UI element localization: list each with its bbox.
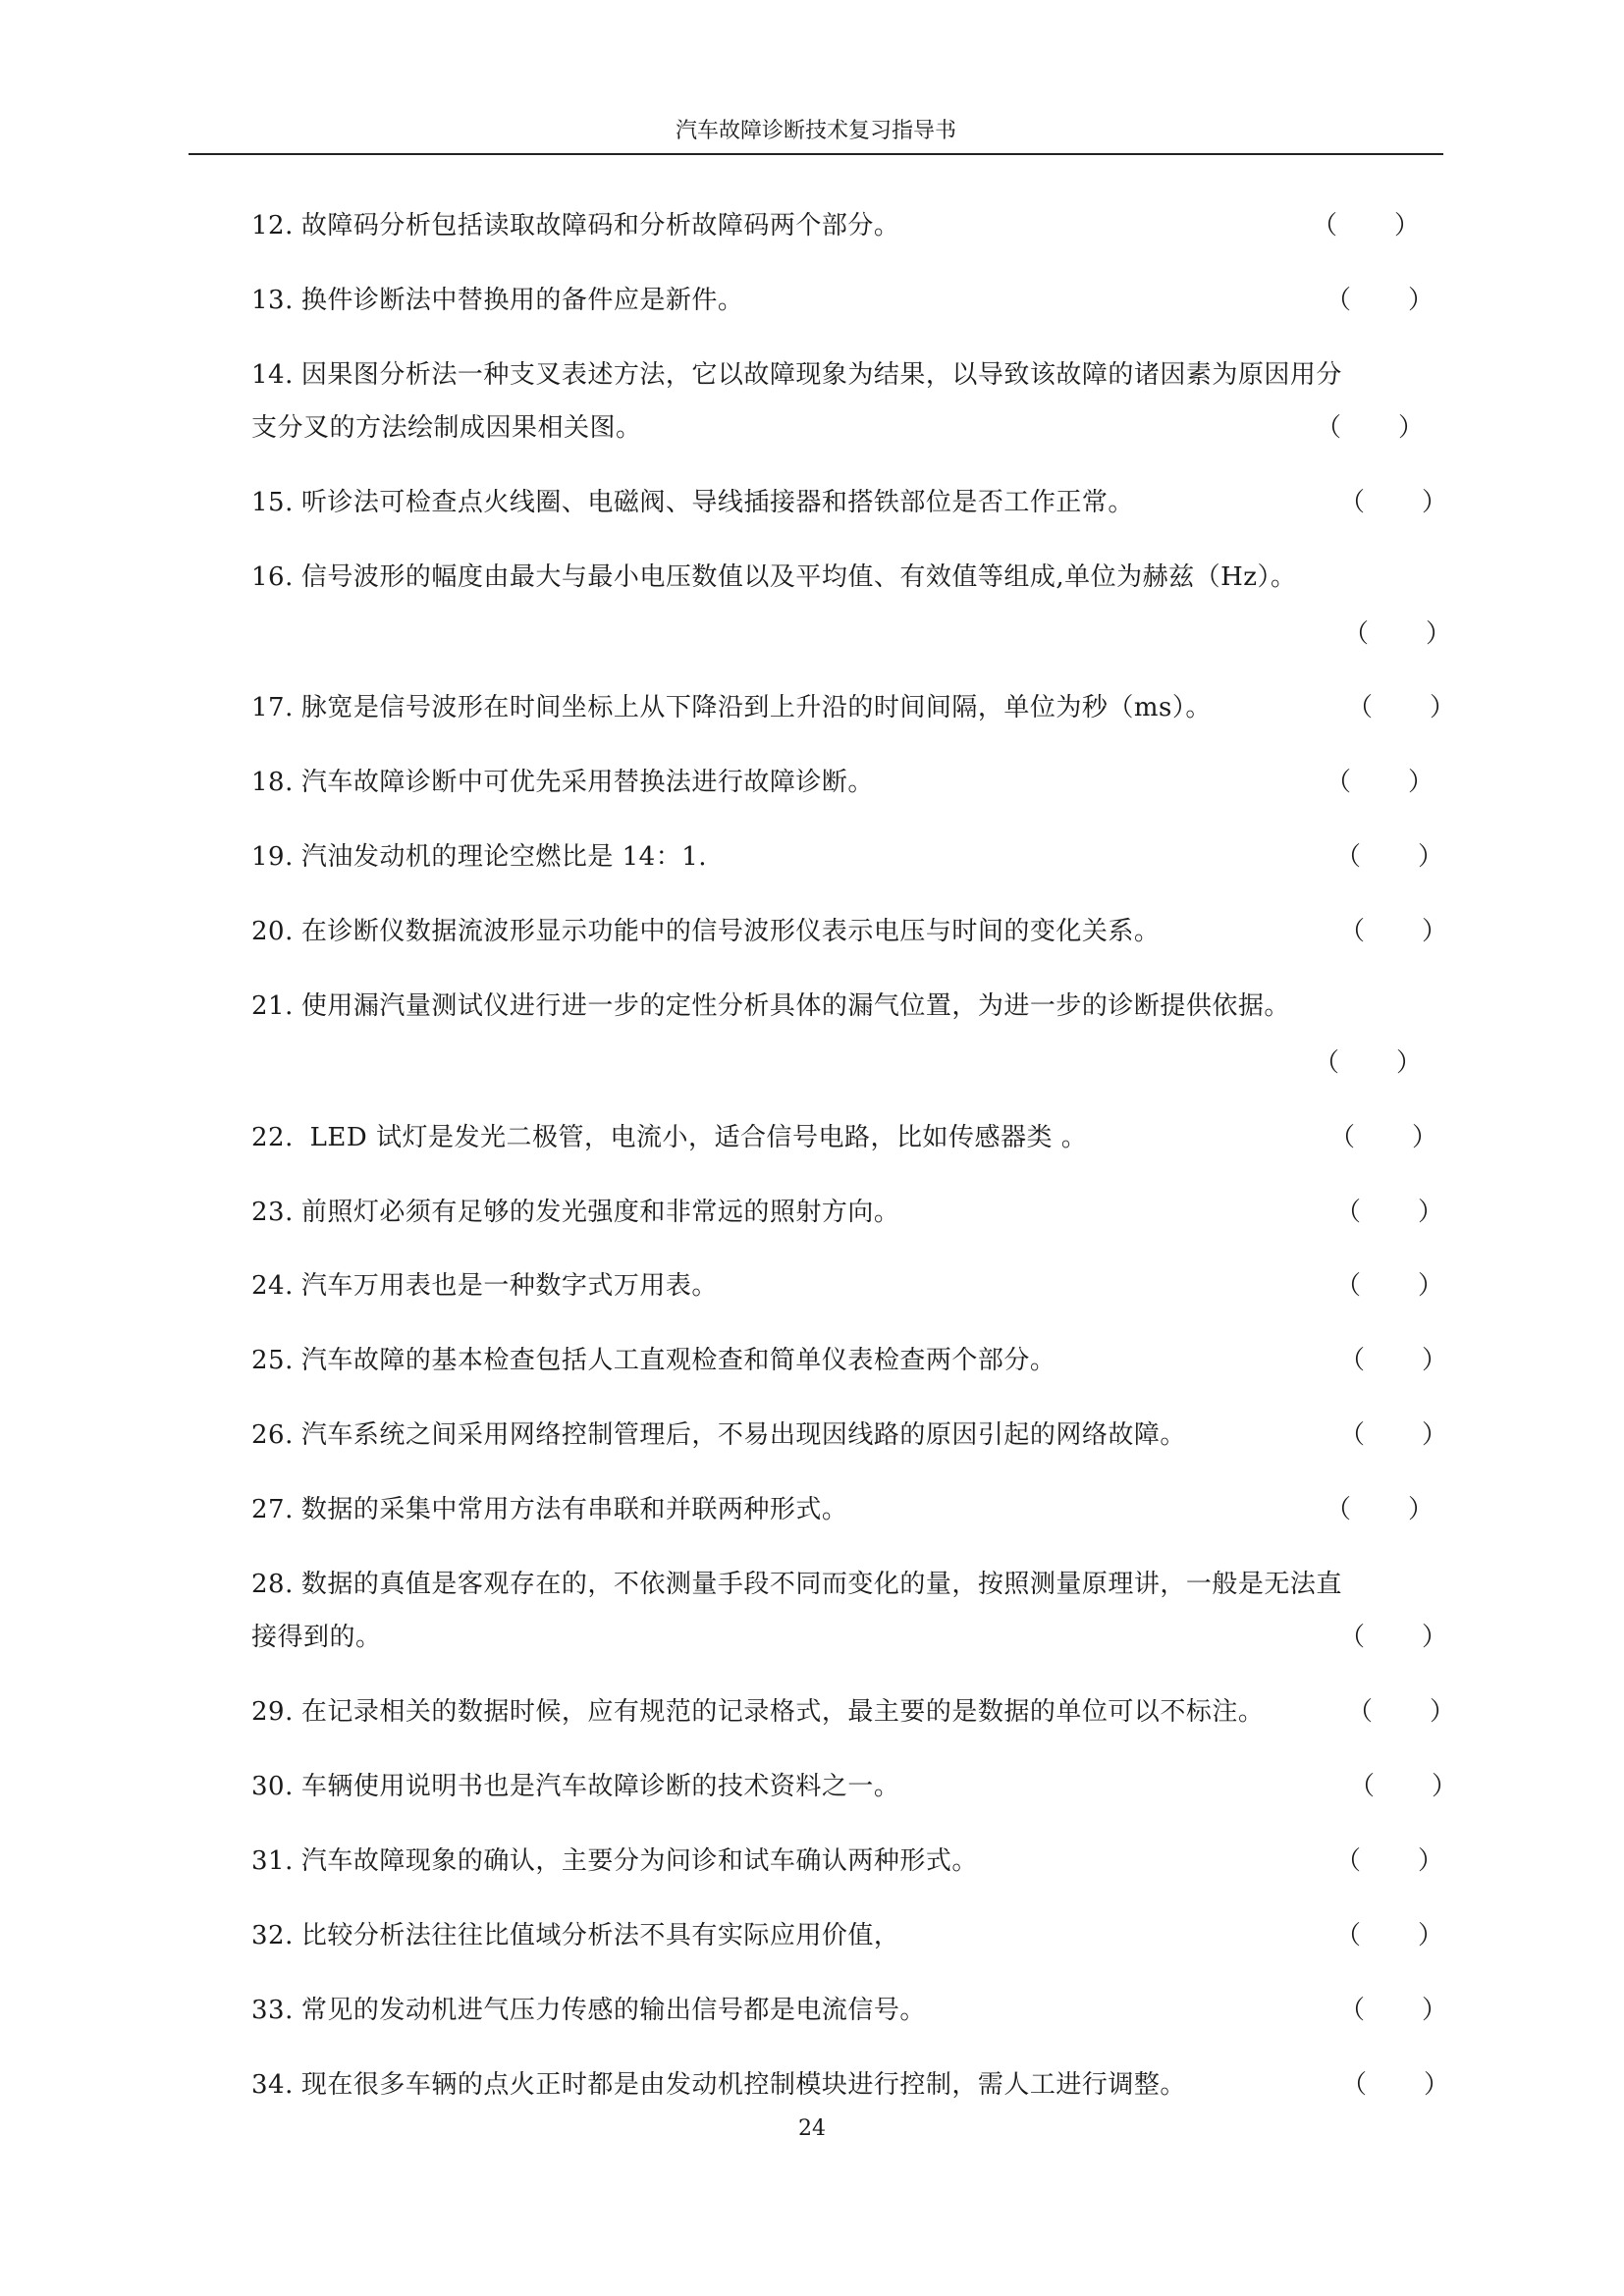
question-number: 19. (251, 842, 294, 872)
question-text (251, 1341, 1056, 1380)
question-number: 26. (251, 1420, 294, 1450)
bracket-close: ） (1421, 1346, 1447, 1375)
page-number: 24 (798, 2116, 826, 2141)
bracket-open: （ (1341, 2070, 1368, 2100)
question-number: 30. (251, 1772, 294, 1801)
question-text (251, 1490, 847, 1529)
answer-bracket[interactable] (1335, 1193, 1443, 1232)
question-text (251, 483, 1134, 522)
bracket-open: （ (1339, 488, 1366, 517)
question-line: 比较分析法往往比值域分析法不具有实际应用价值， (300, 1921, 900, 1950)
answer-bracket[interactable] (1347, 688, 1455, 727)
question-text (251, 1118, 1087, 1157)
answer-bracket[interactable] (1349, 1767, 1457, 1806)
question-line: 汽车故障诊断中可优先采用替换法进行故障诊断。 (300, 768, 874, 797)
answer-bracket[interactable] (1314, 1043, 1422, 1083)
header-title: 汽车故障诊断技术复习指导书 (675, 119, 956, 143)
answer-bracket[interactable] (1335, 1842, 1443, 1881)
question-text (251, 355, 1342, 395)
answer-bracket[interactable] (1329, 1118, 1437, 1157)
bracket-open: （ (1339, 917, 1366, 946)
bracket-close: ） (1421, 1996, 1447, 2025)
question-line: 接得到的。 (251, 1623, 382, 1652)
answer-bracket[interactable] (1347, 1692, 1455, 1732)
question-number: 28. (251, 1570, 294, 1599)
bracket-open: （ (1326, 768, 1352, 797)
bracket-close: ） (1411, 1123, 1437, 1152)
bracket-open: （ (1335, 1921, 1362, 1950)
answer-bracket[interactable] (1339, 1341, 1447, 1380)
bracket-close: ） (1421, 1420, 1447, 1450)
bracket-open: （ (1329, 1123, 1356, 1152)
question-number: 23. (251, 1198, 294, 1227)
question-text (251, 688, 1212, 727)
bracket-open: （ (1339, 1420, 1366, 1450)
question-line: 车辆使用说明书也是汽车故障诊断的技术资料之一。 (300, 1772, 900, 1801)
answer-bracket[interactable] (1326, 281, 1434, 320)
question-text (251, 2065, 1186, 2105)
question-number: 14. (251, 360, 294, 390)
question-text-continuation (251, 408, 642, 448)
question-number: 17. (251, 693, 294, 722)
answer-bracket[interactable] (1312, 206, 1420, 245)
bracket-open: （ (1314, 1048, 1340, 1078)
bracket-close: ） (1395, 1048, 1422, 1078)
bracket-open: （ (1312, 211, 1338, 240)
question-text (251, 558, 1297, 597)
answer-bracket[interactable] (1316, 408, 1424, 448)
bracket-close: ） (1393, 211, 1420, 240)
question-number: 24. (251, 1271, 294, 1301)
answer-bracket[interactable] (1326, 1490, 1434, 1529)
question-text (251, 1991, 926, 2030)
question-line: 汽油发动机的理论空燃比是 14：1. (300, 842, 708, 872)
question-number: 31. (251, 1846, 294, 1876)
question-number: 12. (251, 211, 294, 240)
question-number: 27. (251, 1495, 294, 1524)
question-line: 故障码分析包括读取故障码和分析故障码两个部分。 (300, 211, 900, 240)
answer-bracket[interactable] (1343, 614, 1451, 654)
bracket-close: ） (1417, 1921, 1443, 1950)
question-number: 34. (251, 2070, 294, 2100)
bracket-open: （ (1339, 1346, 1366, 1375)
answer-bracket[interactable] (1339, 912, 1447, 951)
answer-bracket[interactable] (1339, 1618, 1447, 1657)
question-text (251, 837, 707, 877)
question-line: 常见的发动机进气压力传感的输出信号都是电流信号。 (300, 1996, 926, 2025)
question-text (251, 1415, 1186, 1455)
question-line: 支分叉的方法绘制成因果相关图。 (251, 413, 642, 443)
question-text (251, 987, 1290, 1026)
bracket-close: ） (1423, 2070, 1449, 2100)
bracket-open: （ (1335, 842, 1362, 872)
question-line: 汽车故障的基本检查包括人工直观检查和简单仪表检查两个部分。 (300, 1346, 1056, 1375)
question-text (251, 763, 874, 802)
question-number: 16. (251, 562, 294, 592)
answer-bracket[interactable] (1339, 1415, 1447, 1455)
question-line: 脉宽是信号波形在时间坐标上从下降沿到上升沿的时间间隔，单位为秒（ms）。 (300, 693, 1212, 722)
bracket-close: ） (1407, 1495, 1434, 1524)
bracket-open: （ (1349, 1772, 1376, 1801)
question-line: 汽车故障现象的确认，主要分为问诊和试车确认两种形式。 (300, 1846, 978, 1876)
answer-bracket[interactable] (1335, 837, 1443, 877)
bracket-close: ） (1417, 842, 1443, 872)
bracket-open: （ (1335, 1846, 1362, 1876)
answer-bracket[interactable] (1339, 1991, 1447, 2030)
bracket-close: ） (1421, 917, 1447, 946)
bracket-close: ） (1417, 1271, 1443, 1301)
question-text-continuation (251, 1618, 382, 1657)
question-number: 29. (251, 1697, 294, 1727)
question-text (251, 912, 1160, 951)
question-line: 前照灯必须有足够的发光强度和非常远的照射方向。 (300, 1198, 900, 1227)
answer-bracket[interactable] (1335, 1266, 1443, 1306)
question-line: 在诊断仪数据流波形显示功能中的信号波形仪表示电压与时间的变化关系。 (300, 917, 1161, 946)
question-text (251, 1565, 1342, 1604)
question-text (251, 1266, 718, 1306)
question-text (251, 281, 743, 320)
question-line: 数据的真值是客观存在的，不依测量手段不同而变化的量，按照测量原理讲，一般是无法直 (300, 1570, 1342, 1599)
bracket-close: ） (1429, 1697, 1455, 1727)
question-line: 使用漏汽量测试仪进行进一步的定性分析具体的漏气位置，为进一步的诊断提供依据。 (300, 991, 1290, 1021)
question-line: LED 试灯是发光二极管，电流小，适合信号电路，比如传感器类 。 (300, 1123, 1088, 1152)
bracket-close: ） (1397, 413, 1424, 443)
question-line: 换件诊断法中替换用的备件应是新件。 (300, 286, 744, 315)
bracket-close: ） (1429, 693, 1455, 722)
question-line: 汽车万用表也是一种数字式万用表。 (300, 1271, 718, 1301)
answer-bracket[interactable] (1339, 483, 1447, 522)
bracket-open: （ (1316, 413, 1342, 443)
answer-bracket[interactable] (1326, 763, 1434, 802)
bracket-close: ） (1417, 1198, 1443, 1227)
bracket-open: （ (1347, 693, 1374, 722)
bracket-close: ） (1421, 488, 1447, 517)
answer-bracket[interactable] (1335, 1916, 1443, 1955)
bracket-open: （ (1326, 1495, 1352, 1524)
question-number: 21. (251, 991, 294, 1021)
question-number: 32. (251, 1921, 294, 1950)
bracket-close: ） (1421, 1623, 1447, 1652)
question-line: 因果图分析法一种支叉表述方法，它以故障现象为结果，以导致该故障的诸因素为原因用分 (300, 360, 1342, 390)
question-text (251, 1916, 899, 1955)
answer-bracket[interactable] (1341, 2065, 1449, 2105)
bracket-open: （ (1347, 1697, 1374, 1727)
question-number: 18. (251, 768, 294, 797)
bracket-open: （ (1343, 619, 1370, 649)
question-number: 15. (251, 488, 294, 517)
question-line: 现在很多车辆的点火正时都是由发动机控制模块进行控制，需人工进行调整。 (300, 2070, 1186, 2100)
question-number: 25. (251, 1346, 294, 1375)
bracket-close: ） (1407, 768, 1434, 797)
bracket-open: （ (1339, 1996, 1366, 2025)
bracket-close: ） (1417, 1846, 1443, 1876)
question-line: 听诊法可检查点火线圈、电磁阀、导线插接器和搭铁部位是否工作正常。 (300, 488, 1134, 517)
question-text (251, 1692, 1264, 1732)
bracket-close: ） (1407, 286, 1434, 315)
question-text (251, 1842, 978, 1881)
bracket-open: （ (1335, 1198, 1362, 1227)
bracket-open: （ (1326, 286, 1352, 315)
question-text (251, 1193, 899, 1232)
bracket-close: ） (1425, 619, 1451, 649)
bracket-open: （ (1339, 1623, 1366, 1652)
bracket-close: ） (1431, 1772, 1457, 1801)
question-number: 13. (251, 286, 294, 315)
question-line: 在记录相关的数据时候，应有规范的记录格式，最主要的是数据的单位可以不标注。 (300, 1697, 1265, 1727)
question-number: 33. (251, 1996, 294, 2025)
question-text (251, 206, 899, 245)
question-line: 信号波形的幅度由最大与最小电压数值以及平均值、有效值等组成,单位为赫兹（Hz）。 (300, 562, 1297, 592)
question-text (251, 1767, 899, 1806)
question-line: 汽车系统之间采用网络控制管理后，不易出现因线路的原因引起的网络故障。 (300, 1420, 1186, 1450)
question-line: 数据的采集中常用方法有串联和并联两种形式。 (300, 1495, 848, 1524)
question-number: 22. (251, 1123, 294, 1152)
question-number: 20. (251, 917, 294, 946)
bracket-open: （ (1335, 1271, 1362, 1301)
